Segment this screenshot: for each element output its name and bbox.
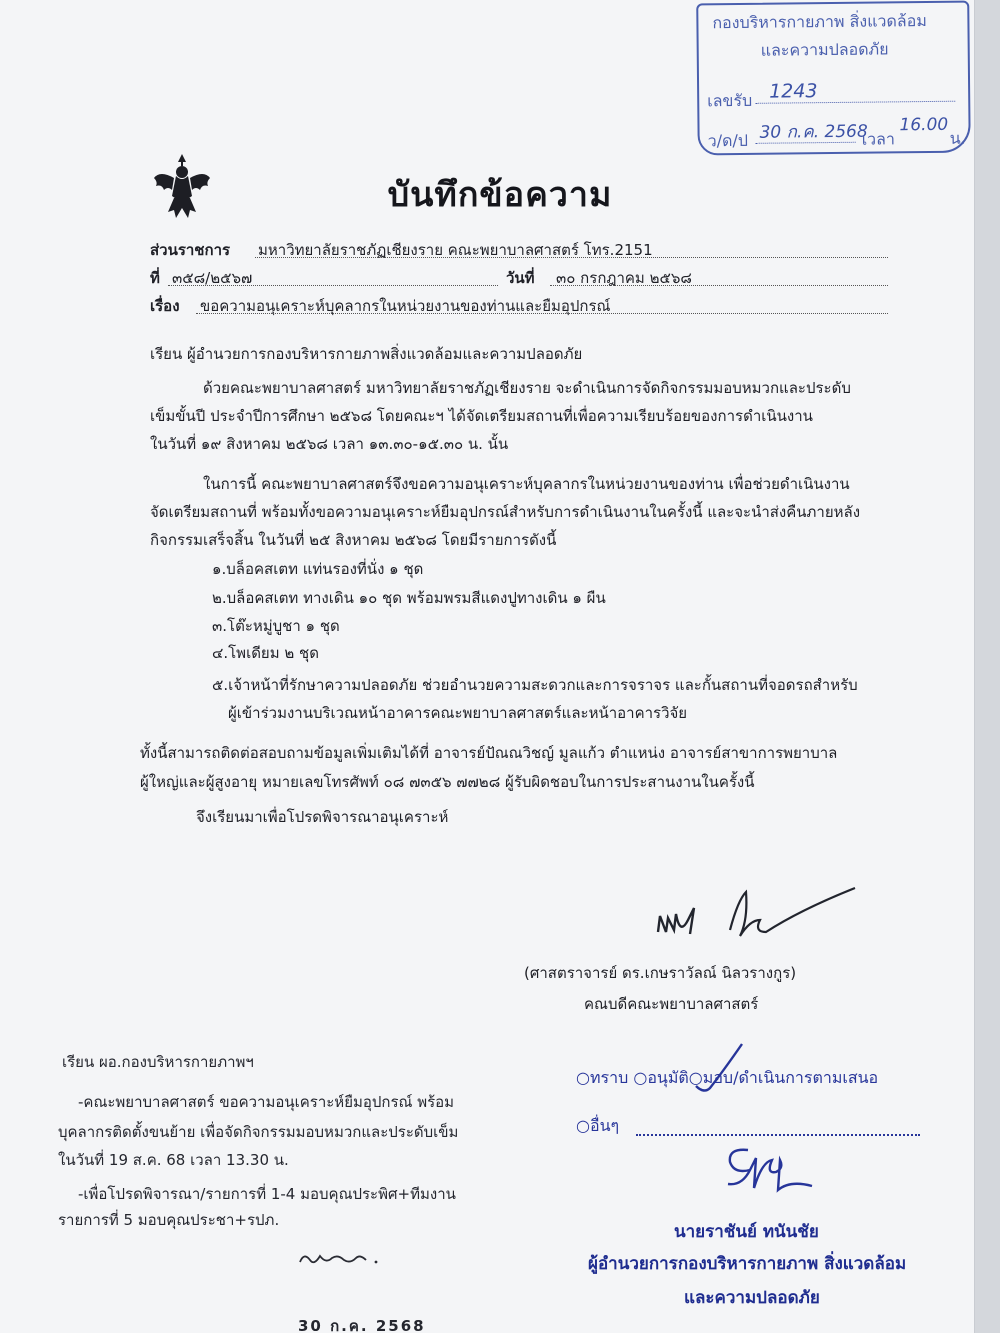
para1-line: ด้วยคณะพยาบาลศาสตร์ มหาวิทยาลัยราชภัฏเชียงราย จะดำเนินการจัดกิจกรรมมอบหมวกและประดับ: [203, 379, 851, 397]
ref-value: ๓๕๘/๒๕๖๗: [172, 269, 253, 287]
list-item: ๕.เจ้าหน้าที่รักษาความปลอดภัย ช่วยอำนวยความสะดวกและการจราจร และกั้นสถานที่จอดรถสำหรับ: [212, 676, 858, 694]
dept-label: ส่วนราชการ: [150, 241, 231, 259]
para2-line: จัดเตรียมสถานที่ พร้อมทั้งขอความอนุเคราะห์ยืมอุปกรณ์สำหรับการดำเนินงานในครั้งนี้ และจะนำส่งคืนภายหลัง: [150, 503, 861, 521]
decision-other: อื่นๆ: [589, 1116, 620, 1135]
director-name: นายราชันย์ ทนันชัย: [674, 1222, 819, 1242]
list-item: ๔.โพเดียม ๒ ชุด: [212, 644, 319, 662]
dept-value: มหาวิทยาลัยราชภัฏเชียงราย คณะพยาบาลศาสตร์ โทร.2151: [258, 241, 653, 259]
decision-other-row: [576, 1114, 619, 1139]
date-underline: [550, 285, 888, 286]
director-title-line1: ผู้อำนวยการกองบริหารกายภาพ สิ่งแวดล้อม: [588, 1254, 907, 1274]
stamp-org-line2: และความปลอดภัย: [760, 39, 889, 60]
para1-line: ในวันที่ ๑๙ สิงหาคม ๒๕๖๘ เวลา ๑๓.๓๐-๑๕.๓๐ น. นั้น: [150, 435, 509, 453]
note-initials: [296, 1244, 386, 1274]
note-line: บุคลากรติดตั้งขนย้าย เพื่อจัดกิจกรรมมอบหมวกและประดับเข็ม: [58, 1123, 459, 1141]
check-mark-icon: [690, 1040, 750, 1100]
circle-option-icon: ○: [576, 1068, 590, 1087]
note-line: -คณะพยาบาลศาสตร์ ขอความอนุเคราะห์ยืมอุปกรณ์ พร้อม: [78, 1093, 455, 1111]
note-line: ในวันที่ 19 ส.ค. 68 เวลา 13.30 น.: [58, 1151, 289, 1169]
dean-signature: [650, 880, 860, 950]
list-item-continued: ผู้เข้าร่วมงานบริเวณหน้าอาคารคณะพยาบาลศาสตร์และหน้าอาคารวิจัย: [228, 704, 688, 722]
decision-approve: อนุมัติ: [647, 1068, 689, 1087]
dean-title: คณบดีคณะพยาบาลศาสตร์: [584, 995, 759, 1013]
list-item: ๑.บล็อคสเตท แท่นรองที่นั่ง ๑ ชุด: [212, 560, 424, 578]
stamp-org-line1: กองบริหารกายภาพ สิ่งแวดล้อม: [712, 11, 927, 33]
note-bottom-date: 30 ก.ค. 2568: [298, 1317, 426, 1333]
subject-underline: [196, 313, 888, 314]
stamp-receipt-number: 1243: [769, 80, 818, 103]
stamp-receipt-label: เลขรับ: [707, 90, 753, 111]
decision-ack: ทราบ: [589, 1068, 629, 1087]
dean-name: (ศาสตราจารย์ ดร.เกษราวัลณ์ นิลวรางกูร): [524, 964, 797, 982]
receipt-stamp: [696, 1, 971, 156]
para2-line: ในการนี้ คณะพยาบาลศาสตร์จึงขอความอนุเคราะห์บุคลากรในหน่วยงานของท่าน เพื่อช่วยดำเนินงาน: [203, 475, 850, 493]
note-salutation: เรียน ผอ.กองบริหารกายภาพฯ: [62, 1053, 254, 1071]
contact-line: ผู้ใหญ่และผู้สูงอายุ หมายเลขโทรศัพท์ ๐๘ ๗๓๕๖ ๗๗๒๘ ผู้รับผิดชอบในการประสานงานในครั้งนี้: [140, 773, 755, 791]
subject-label: เรื่อง: [150, 297, 180, 315]
closing-line: จึงเรียนมาเพื่อโปรดพิจารณาอนุเคราะห์: [196, 808, 449, 826]
decision-other-underline: [636, 1134, 920, 1136]
ref-label: ที่: [150, 269, 160, 287]
para1-line: เข็มขั้นปี ประจำปีการศึกษา ๒๕๖๘ โดยคณะฯ ได้จัดเตรียมสถานที่เพื่อความเรียบร้อยของการดำเนินงาน: [150, 407, 813, 425]
director-title-line2: และความปลอดภัย: [684, 1288, 820, 1308]
circle-option-icon: ○: [688, 1068, 703, 1087]
dept-underline: [255, 257, 888, 258]
stamp-time-value: 16.00: [899, 114, 949, 136]
director-signature: [720, 1140, 820, 1200]
salutation: เรียน ผู้อำนวยการกองบริหารกายภาพสิ่งแวดล้อมและความปลอดภัย: [150, 345, 583, 363]
stamp-time-unit: น.: [949, 128, 966, 148]
stamp-date-value: 30 ก.ค. 2568: [759, 121, 868, 143]
stamp-time-label: เวลา: [861, 129, 895, 149]
circle-option-icon: ○: [633, 1068, 648, 1087]
circle-option-icon: ○: [576, 1116, 590, 1135]
note-line: รายการที่ 5 มอบคุณประชา+รปภ.: [58, 1211, 280, 1229]
memo-title: บันทึกข้อความ: [387, 175, 613, 215]
date-value: ๓๐ กรกฎาคม ๒๕๖๘: [556, 269, 692, 287]
list-item: ๓.โต๊ะหมู่บูชา ๑ ชุด: [212, 617, 340, 635]
date-label: วันที่: [506, 269, 535, 287]
decision-assign: มอบ/ดำเนินการตามเสนอ: [702, 1068, 879, 1087]
contact-line: ทั้งนี้สามารถติดต่อสอบถามข้อมูลเพิ่มเติมได้ที่ อาจารย์ปัณณวิชญ์ มูลแก้ว ตำแหน่ง อาจารย์สาขาการพยาบาล: [140, 744, 838, 762]
subject-value: ขอความอนุเคราะห์บุคลากรในหน่วยงานของท่านและยืมอุปกรณ์: [200, 297, 611, 315]
list-item: ๒.บล็อคสเตท ทางเดิน ๑๐ ชุด พร้อมพรมสีแดงปูทางเดิน ๑ ผืน: [212, 589, 606, 607]
stamp-date-label: ว/ด/ป: [707, 130, 749, 151]
ref-underline: [168, 285, 498, 286]
note-line: -เพื่อโปรดพิจารณา/รายการที่ 1-4 มอบคุณประพิศ+ทีมงาน: [78, 1185, 456, 1203]
para2-line: กิจกรรมเสร็จสิ้น ในวันที่ ๒๕ สิงหาคม ๒๕๖๘ โดยมีรายการดังนี้: [150, 531, 557, 549]
